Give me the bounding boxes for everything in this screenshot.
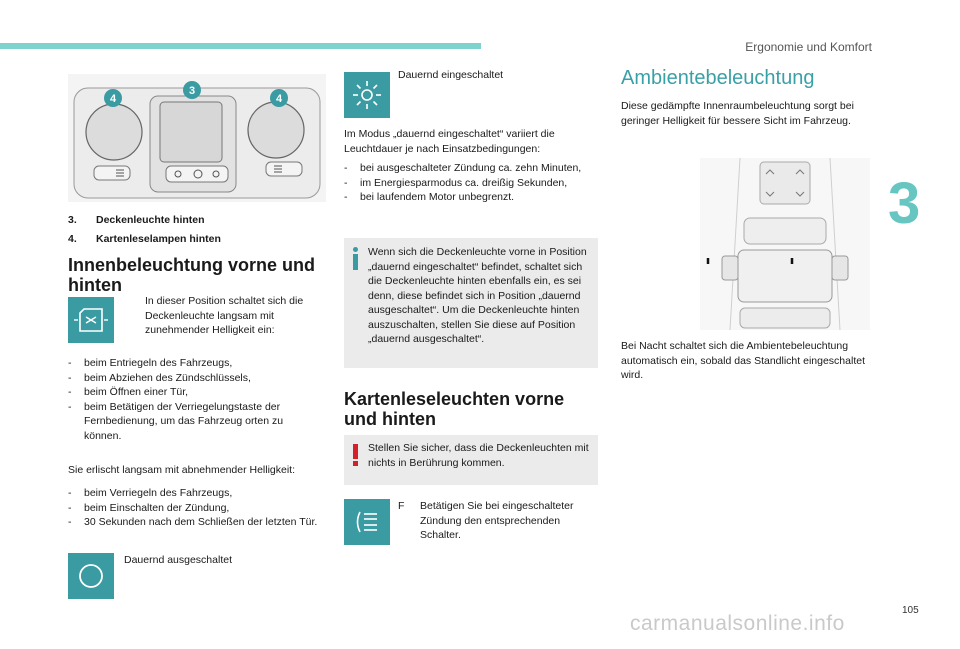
ceiling-light-illustration (68, 74, 326, 202)
list-item: - beim Verriegeln des Fahrzeugs, (68, 487, 233, 499)
door-light-icon (68, 297, 114, 343)
page-number: 105 (902, 605, 919, 616)
rear-lights-diagram (68, 74, 326, 202)
list-item: - 30 Sekunden nach dem Schließen der letzten Tür. (68, 516, 318, 528)
list-item: - beim Öffnen einer Tür, (68, 386, 189, 398)
ambient-light-photo (700, 158, 870, 330)
list-item: - im Energiesparmodus ca. dreißig Sekunden, (344, 176, 568, 189)
permanent-mode-tile (344, 72, 390, 118)
off-mode-tile (68, 553, 114, 599)
warning-text: Stellen Sie sicher, dass die Deckenleuchten mit nichts in Berührung kommen. (368, 442, 589, 469)
action-text: Betätigen Sie bei eingeschalteter Zündung den entsprechenden Schalter. (420, 500, 574, 541)
door-mode-tile (68, 297, 114, 343)
badge-3: 3 (188, 85, 196, 97)
permanent-intro: Im Modus „dauernd eingeschaltet“ variiert die Leuchtdauer je nach Einsatzbedingungen: (344, 128, 555, 155)
reading-light-tile (344, 499, 390, 545)
on-conditions-list (68, 356, 323, 443)
off-conditions-list (68, 486, 326, 530)
list-item: - bei ausgeschalteter Zündung ca. zehn Minuten, (344, 162, 582, 174)
off-circle-icon (68, 553, 114, 599)
legend-num: 3. (68, 214, 77, 226)
list-item: - beim Einschalten der Zündung, (68, 501, 230, 514)
legend-num: 4. (68, 233, 77, 245)
badge-4-right: 4 (275, 93, 283, 105)
ambient-note: Bei Nacht schaltet sich die Ambientebeleuchtung automatisch ein, sobald das Standlicht eingeschaltet wird. (621, 340, 865, 381)
ambient-intro: Diese gedämpfte Innenraumbeleuchtung sorgt bei geringer Helligkeit für bessere Sicht im Fahrzeug. (621, 100, 854, 127)
list-item: - beim Betätigen der Verriegelungstaste der Fernbedienung, um das Fahrzeug orten zu können. (68, 400, 284, 442)
list-item: - beim Entriegeln des Fahrzeugs, (68, 357, 233, 369)
info-icon (353, 247, 359, 269)
section-title-innenbeleuchtung: Innenbeleuchtung vorne und hinten (68, 255, 315, 295)
sun-icon (344, 72, 390, 118)
section-title-ambiente: Ambientebeleuchtung (621, 67, 815, 89)
section-title-kartenleseleuchten: Kartenleseleuchten vorne und hinten (344, 389, 565, 429)
off-mode-label: Dauernd ausgeschaltet (124, 554, 232, 566)
legend (68, 213, 328, 247)
badge-4-left: 4 (109, 93, 117, 105)
warning-box (344, 435, 598, 485)
legend-text: Deckenleuchte hinten (96, 214, 205, 226)
chapter-number: 3 (888, 171, 921, 236)
warning-icon (353, 444, 359, 466)
action-marker: F (398, 500, 405, 512)
permanent-duration-list (344, 161, 596, 205)
chapter-title: Ergonomie und Komfort (745, 40, 872, 54)
info-box (344, 238, 598, 368)
header-accent-bar (0, 43, 481, 49)
watermark: carmanualsonline.info (630, 612, 845, 635)
list-item: - bei laufendem Motor unbegrenzt. (344, 191, 515, 203)
reading-light-icon (344, 499, 390, 545)
list-item: - beim Abziehen des Zündschlüssels, (68, 371, 251, 384)
off-intro: Sie erlischt langsam mit abnehmender Helligkeit: (68, 464, 296, 476)
info-text: Wenn sich die Deckenleuchte vorne in Position „dauernd eingeschaltet“ befindet, schaltet sich die Deckenleuchte hinten ebenfalls ein, es sei denn, diese befindet sich in Position „dauernd ausgeschaltet“. Um die Deckenleuchte hinten auszuschalten, stellen Sie diese auf Position „dauernd ausgeschaltet“. (368, 246, 587, 345)
legend-text: Kartenleselampen hinten (96, 233, 221, 245)
center-console-illustration (700, 158, 870, 330)
door-mode-text: In dieser Position schaltet sich die Deckenleuchte langsam mit zunehmender Helligkeit ein: (145, 295, 304, 336)
permanent-mode-label: Dauernd eingeschaltet (398, 69, 504, 81)
